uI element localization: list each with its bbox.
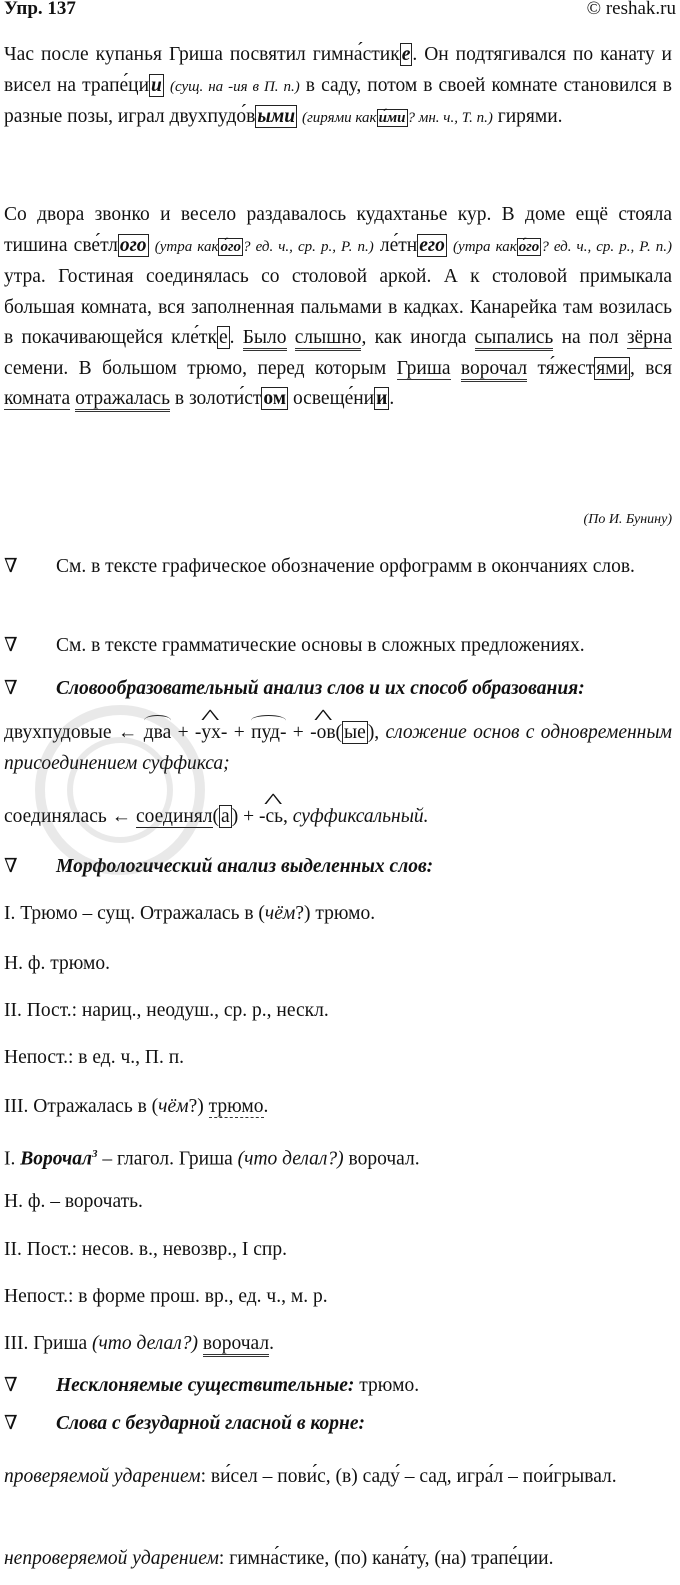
section-title: Морфологический анализ выделенных слов: xyxy=(56,856,434,877)
footnote-mark: 3 xyxy=(92,1148,98,1160)
wordform-analysis-1: двухпудовые ← два + ^ -ух- + пуд- + ^ -ов( ые ), сложение основ с одновременным присоединением суффикса; xyxy=(4,718,672,779)
label: проверяемой ударением xyxy=(4,1466,201,1487)
text: утра. Гостиная соединялась со столовой аркой. А к столовой примыкала большая комната, вся заполненная пальмами в кадках. Канарейка там возилась в покачивающейся кле́тк xyxy=(4,266,672,348)
morph2-line-1 xyxy=(4,1140,672,1174)
predicate: Было xyxy=(243,327,287,351)
section-title: Словообразовательный анализ слов и их способ образования: xyxy=(56,678,585,699)
ending-box: и́ми xyxy=(378,110,406,126)
ending-box: и xyxy=(376,388,388,409)
morph-line-4: Непост.: в ед. ч., П. п. xyxy=(4,1047,185,1068)
bullet-5 xyxy=(4,1372,672,1400)
checked-vowels xyxy=(4,1460,672,1494)
subject: Гриша xyxy=(396,357,451,379)
wordform-analysis-2: соединялась ← соединял( а ) + ^ -сь, суффиксальный. xyxy=(4,803,672,831)
bullet-2 xyxy=(4,632,672,660)
ending-box: о́го xyxy=(518,238,540,255)
text: тя́жест xyxy=(527,357,595,379)
ending-box: о́го xyxy=(220,238,242,255)
suffix-morpheme: ^ -ух- xyxy=(195,718,228,749)
text: ворочал. xyxy=(343,1148,420,1170)
stem: соединял xyxy=(136,806,213,827)
suffix-morpheme: ^ -ов xyxy=(310,718,335,749)
note: ? мн. ч., Т. п.) xyxy=(407,110,493,126)
morph-line-2: Н. ф. трюмо. xyxy=(4,953,111,974)
text: ), xyxy=(367,722,380,743)
exercise-title: Упр. 137 xyxy=(4,0,76,19)
formation-method: сложение основ с одновременным присоединением суффикса; xyxy=(4,722,672,774)
text: III. Гриша xyxy=(4,1333,93,1354)
text: в саду, потом в своей комнате становился в разные позы, играл двухпудо́в xyxy=(4,74,673,127)
predicate: сыпались xyxy=(475,327,554,351)
bullet-4 xyxy=(4,853,672,881)
text: I. xyxy=(4,1148,21,1170)
ending-box: ом xyxy=(263,388,287,409)
text: освеще́ни xyxy=(288,388,375,409)
ending-box: ые xyxy=(344,722,366,743)
text: Час после купанья Гриша посвятил гимна́стик xyxy=(4,44,400,65)
ending-box: его xyxy=(419,234,445,256)
bullet-icon: ∇ xyxy=(4,1413,18,1434)
text: семени. В большом трюмо, перед которым xyxy=(4,357,397,379)
text: , как иногда xyxy=(361,327,475,348)
predicate: слышно xyxy=(295,327,362,351)
word: Ворочал xyxy=(20,1148,92,1170)
ending-box: а xyxy=(221,806,230,827)
ending-box: е xyxy=(401,44,411,65)
text: . Он подтягивался по канату и висел на трапе́ци xyxy=(4,44,672,96)
root-morpheme: два xyxy=(144,718,172,749)
text: . xyxy=(229,327,243,348)
word: соединялась xyxy=(4,806,107,827)
section-title: Несклоняемые существительные: xyxy=(56,1375,355,1396)
predicate: отражалась xyxy=(75,388,170,412)
text: См. в тексте графическое обозначение орфограмм в окончаниях слов. xyxy=(56,556,635,577)
suffix-morpheme: ^ -сь, xyxy=(259,803,288,831)
note: (сущ. на -ия в П. п.) xyxy=(169,78,300,95)
question: чём xyxy=(158,1096,189,1117)
morph2-line-3: II. Пост.: несов. в., невозвр., I спр. xyxy=(4,1239,287,1260)
text: на пол xyxy=(553,327,627,348)
text: ле́тн xyxy=(373,234,418,256)
question: (что делал?) xyxy=(92,1333,199,1354)
text: III. Отражалась в ( xyxy=(4,1096,159,1117)
text: гирями. xyxy=(492,106,563,127)
text: . xyxy=(389,388,395,409)
header xyxy=(4,0,676,20)
text: : гимна́стике, (по) кана́ту, (на) трапе́ции. xyxy=(218,1548,554,1569)
text: трюмо. xyxy=(354,1375,420,1396)
ending-box: е xyxy=(218,327,228,348)
bullet-icon: ∇ xyxy=(4,556,18,577)
bullet-icon: ∇ xyxy=(4,1375,18,1396)
text: : ви́сел – пови́с, (в) саду́ – сад, игра́л – пои́грывал. xyxy=(200,1466,617,1487)
ending-box: и xyxy=(151,74,162,96)
subject: комната xyxy=(4,388,71,409)
label: непроверяемой ударением xyxy=(4,1548,219,1569)
plus: + xyxy=(292,722,304,743)
source-attribution: (По И. Бунину) xyxy=(583,512,672,527)
morph-line-5 xyxy=(4,1093,672,1121)
question: (что делал?) xyxy=(237,1148,344,1170)
text: ) + xyxy=(231,806,259,827)
subject: зёрна xyxy=(626,327,673,348)
text: в золоти́ст xyxy=(169,388,262,409)
bullet-icon: ∇ xyxy=(4,635,18,656)
plus: + xyxy=(233,722,245,743)
arrow-icon: ← xyxy=(111,806,132,827)
ending-box: ями xyxy=(596,357,629,379)
text xyxy=(451,358,461,379)
text: . xyxy=(263,1096,269,1117)
bullet-1 xyxy=(4,552,672,583)
word: двухпудовые xyxy=(4,722,112,743)
site-credit: © reshak.ru xyxy=(586,0,676,19)
text: , вся xyxy=(630,357,673,379)
bullet-icon: ∇ xyxy=(4,856,18,877)
unchecked-vowels xyxy=(4,1545,672,1573)
arrow-icon: ← xyxy=(117,722,138,743)
note: (утра как xyxy=(154,238,219,255)
formation-method: суффиксальный. xyxy=(292,806,429,827)
plus: + xyxy=(177,722,189,743)
text: См. в тексте грамматические основы в сложных предложениях. xyxy=(56,635,585,656)
note: (утра как xyxy=(453,238,517,255)
bullet-6 xyxy=(4,1410,672,1438)
ending-box: ого xyxy=(119,234,147,256)
morph-line-3: II. Пост.: нариц., неодуш., ср. р., нескл. xyxy=(4,1000,329,1021)
text: ?) xyxy=(188,1096,209,1117)
bullet-3 xyxy=(4,675,672,703)
note: ? ед. ч., ср. р., Р. п.) xyxy=(541,238,673,255)
paragraph-1 xyxy=(4,40,672,134)
predicate: ворочал xyxy=(203,1333,269,1357)
paragraph-2 xyxy=(4,200,672,415)
morph-line-1 xyxy=(4,900,672,928)
morph2-line-5 xyxy=(4,1330,672,1358)
text: . xyxy=(269,1333,274,1354)
question: чём xyxy=(264,903,296,924)
bullet-icon: ∇ xyxy=(4,678,18,699)
section-title: Слова с безударной гласной в корне: xyxy=(56,1413,366,1434)
adverbial: трюмо xyxy=(208,1096,264,1117)
text: Со двора звонко и весело раздавалось кудахтанье кур. В доме ещё стояла тишина све́тл xyxy=(4,204,672,256)
text: ?) трюмо. xyxy=(295,903,376,924)
text: I. Трюмо – сущ. Отражалась в ( xyxy=(4,903,265,924)
ending-box: ыми xyxy=(257,106,296,127)
morph2-line-2: Н. ф. – ворочать. xyxy=(4,1191,143,1212)
root-morpheme: пуд- xyxy=(251,718,286,749)
note: (гирями как xyxy=(301,110,377,126)
text: – глагол. Гриша xyxy=(97,1148,238,1170)
predicate: ворочал xyxy=(461,358,527,382)
note: ? ед. ч., ср. р., Р. п.) xyxy=(243,238,374,255)
morph2-line-4: Непост.: в форме прош. вр., ед. ч., м. р. xyxy=(4,1286,328,1307)
